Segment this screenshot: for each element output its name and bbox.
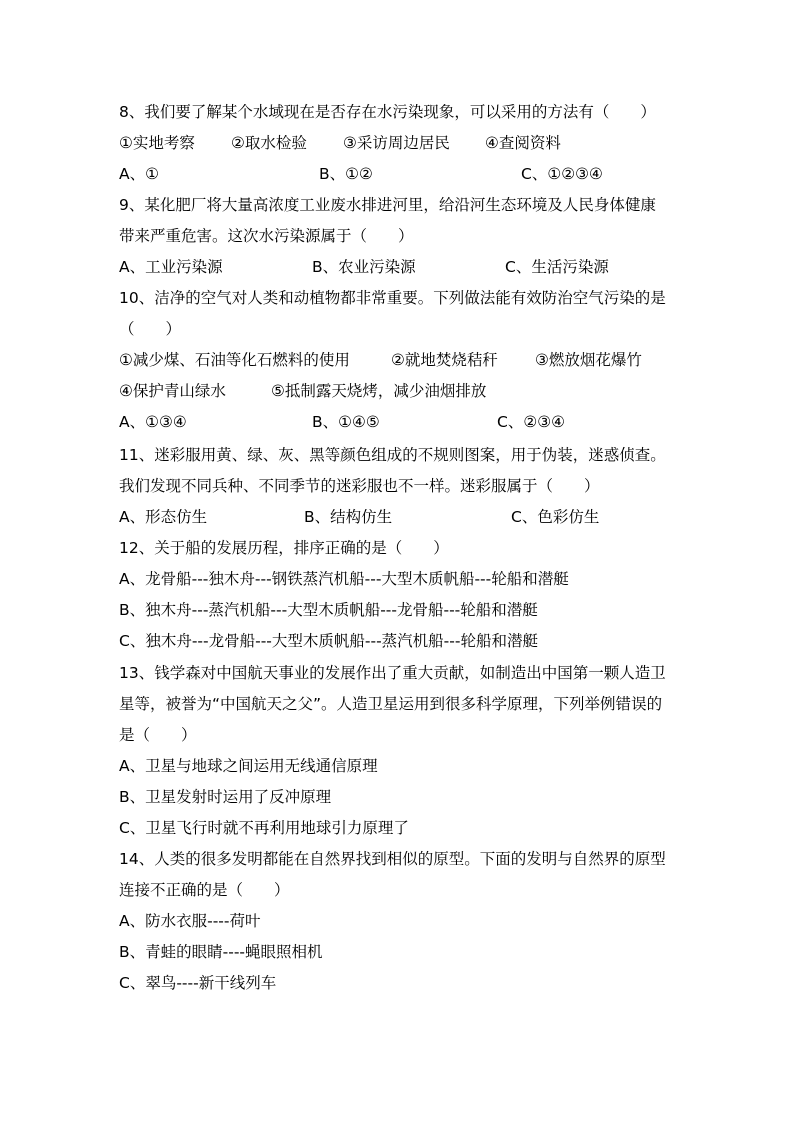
q10-item-1: ①减少煤、石油等化石燃料的使用 [119, 351, 350, 369]
q8-option-c: C、①②③④ [521, 165, 603, 183]
q10-item-4: ④保护青山绿水 [119, 382, 226, 400]
q12-option-c: C、独木舟---龙骨船---大型木质帆船---蒸汽机船---轮船和潜艇 [119, 632, 538, 650]
q10-option-a: A、①③④ [119, 413, 187, 431]
q12-option-a: A、龙骨船---独木舟---钢铁蒸汽机船---大型木质帆船---轮船和潜艇 [119, 570, 569, 588]
q9-option-c: C、生活污染源 [505, 258, 609, 276]
q13-stem-line-1: 13、钱学森对中国航天事业的发展作出了重大贡献，如制造出中国第一颗人造卫 [119, 664, 666, 682]
q14-option-c: C、翠鸟----新干线列车 [119, 974, 277, 992]
q11-option-b: B、结构仿生 [304, 508, 393, 526]
q13-option-c: C、卫星飞行时就不再利用地球引力原理了 [119, 819, 409, 837]
q10-item-5: ⑤抵制露天烧烤，减少油烟排放 [271, 382, 487, 400]
q12-stem: 12、关于船的发展历程，排序正确的是（ ） [119, 539, 449, 557]
q14-option-a: A、防水衣服----荷叶 [119, 912, 261, 930]
q9-option-b: B、农业污染源 [312, 258, 416, 276]
q8-item-2: ②取水检验 [231, 134, 307, 152]
q8-stem: 8、我们要了解某个水域现在是否存在水污染现象，可以采用的方法有（ ） [119, 103, 656, 121]
q8-option-b: B、①② [319, 165, 373, 183]
q13-stem-line-2: 星等，被誉为“中国航天之父”。人造卫星运用到很多科学原理，下列举例错误的 [119, 695, 663, 713]
q14-stem-line-2: 连接不正确的是（ ） [119, 881, 290, 899]
q13-stem-line-3: 是（ ） [119, 726, 197, 744]
q10-stem-line-1: 10、洁净的空气对人类和动植物都非常重要。下列做法能有效防治空气污染的是 [119, 289, 666, 307]
q11-stem-line-2: 我们发现不同兵种、不同季节的迷彩服也不一样。迷彩服属于（ ） [119, 477, 600, 495]
q10-option-b: B、①④⑤ [312, 413, 380, 431]
q9-stem-line-2: 带来严重危害。这次水污染源属于（ ） [119, 227, 414, 245]
q9-stem-line-1: 9、某化肥厂将大量高浓度工业废水排进河里，给沿河生态环境及人民身体健康 [119, 196, 656, 214]
q11-option-c: C、色彩仿生 [511, 508, 600, 526]
q13-option-b: B、卫星发射时运用了反冲原理 [119, 788, 332, 806]
q8-item-1: ①实地考察 [119, 134, 195, 152]
q9-option-a: A、工业污染源 [119, 258, 223, 276]
q8-item-4: ④查阅资料 [485, 134, 561, 152]
q11-stem-line-1: 11、迷彩服用黄、绿、灰、黑等颜色组成的不规则图案，用于伪装，迷惑侦查。 [119, 446, 666, 464]
q8-item-3: ③采访周边居民 [343, 134, 450, 152]
q8-option-a: A、① [119, 165, 159, 183]
q12-option-b: B、独木舟---蒸汽机船---大型木质帆船---龙骨船---轮船和潜艇 [119, 601, 538, 619]
q10-item-3: ③燃放烟花爆竹 [535, 351, 642, 369]
q10-option-c: C、②③④ [497, 413, 566, 431]
q11-option-a: A、形态仿生 [119, 508, 208, 526]
q14-stem-line-1: 14、人类的很多发明都能在自然界找到相似的原型。下面的发明与自然界的原型 [119, 850, 666, 868]
q13-option-a: A、卫星与地球之间运用无线通信原理 [119, 757, 378, 775]
q10-item-2: ②就地焚烧秸秆 [391, 351, 498, 369]
q10-stem-line-2: （ ） [119, 320, 182, 338]
q14-option-b: B、青蛙的眼睛----蝇眼照相机 [119, 943, 323, 961]
